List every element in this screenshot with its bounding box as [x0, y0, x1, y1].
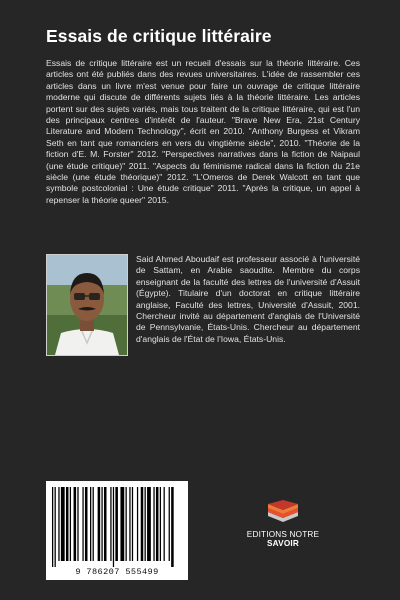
barcode-bar [93, 487, 94, 561]
barcode-bar [129, 487, 130, 561]
barcode-bars [46, 481, 188, 567]
barcode-bar [85, 487, 88, 561]
barcode-bar [104, 487, 107, 561]
publisher-books-logo-icon [266, 500, 300, 526]
isbn-barcode [46, 481, 188, 580]
barcode-bar [90, 487, 91, 561]
publisher-name [233, 530, 333, 548]
barcode-bar [98, 487, 101, 561]
barcode-bar [61, 487, 65, 561]
barcode-bar [82, 487, 83, 561]
barcode-bar [52, 487, 53, 567]
barcode-bar [58, 487, 59, 561]
barcode-bar [101, 487, 102, 561]
barcode-bar [66, 487, 69, 561]
barcode-bar [147, 487, 151, 561]
book-title: Essais de critique littéraire [46, 26, 272, 46]
barcode-bar [77, 487, 78, 561]
barcode-bar [145, 487, 146, 561]
barcode-bar [55, 487, 56, 567]
barcode-bar [160, 487, 161, 561]
barcode-bar [169, 487, 170, 561]
barcode-bar [171, 487, 174, 567]
book-blurb: Essais de critique littéraire est un recueil d'essais sur la théorie littéraire. Ces articles ont été publiés dans des revues universitaires. L'idée de rassembler ces articles dans un livre m'est venue pour faire un ouvrage de critique littéraire moderne qui discute de différents sujets liés à la théorie littéraire. Les articles portent sur des sujets variés, mais tous traitent de la critique littéraire, qui est l'un des principaux centres d'intérêt de l'auteur. "Brave New Era, 21st Century Literature and Modern Technology", écrit en 2010. "Anthony Burgess et Vikram Seth en tant que romanciers en vers du vingtième siècle", 2010. "Théorie de la fiction d'E. M. Forster" 2012. "Perspectives narratives dans la fiction de Naipaul (une étude critique)" 2011. "Aspects du féminisme radical dans la fiction du 21e siècle (une étude théorique)" 2012. "L'Omeros de Derek Walcott en tant que symbole postcolonial : Une étude critique" 2011. "Après la critique, un appel à repenser la théorie queer" 2015. [46, 58, 360, 205]
barcode-bar [126, 487, 127, 561]
barcode-bar [153, 487, 154, 561]
barcode-bar [115, 487, 118, 561]
barcode-bar [110, 487, 111, 561]
barcode-bar [70, 487, 71, 561]
author-portrait-image [47, 255, 127, 355]
barcode-bar [113, 487, 114, 567]
author-bio: Said Ahmed Aboudaif est professeur associé à l'université de Sattam, en Arabie saoudite. Membre du corps enseignant de la faculté des lettres de l'université d'Assuit (Égypte). Titulaire d'un doctorat en critique littéraire anglaise, Faculté des lettres, Université d'Assuit, 2001. Chercheur invité au département d'anglais de l'Université de Pennsylvanie, États-Unis. Chercheur au département d'anglais de l'État de l'Iowa, États-Unis. [136, 254, 360, 344]
barcode-bar [132, 487, 133, 561]
barcode-bar [137, 487, 138, 561]
barcode-bar [141, 487, 144, 561]
barcode-bar [156, 487, 159, 561]
barcode-bar [120, 487, 124, 561]
publisher-block [233, 500, 333, 548]
publisher-name-regular: EDITIONS NOTRE [246, 530, 320, 539]
barcode-bar [164, 487, 165, 561]
publisher-name-bold: SAVOIR [267, 539, 299, 548]
isbn-digits: 9 786207 555499 [75, 567, 159, 577]
barcode-bar [74, 487, 77, 561]
author-photo [46, 254, 128, 356]
